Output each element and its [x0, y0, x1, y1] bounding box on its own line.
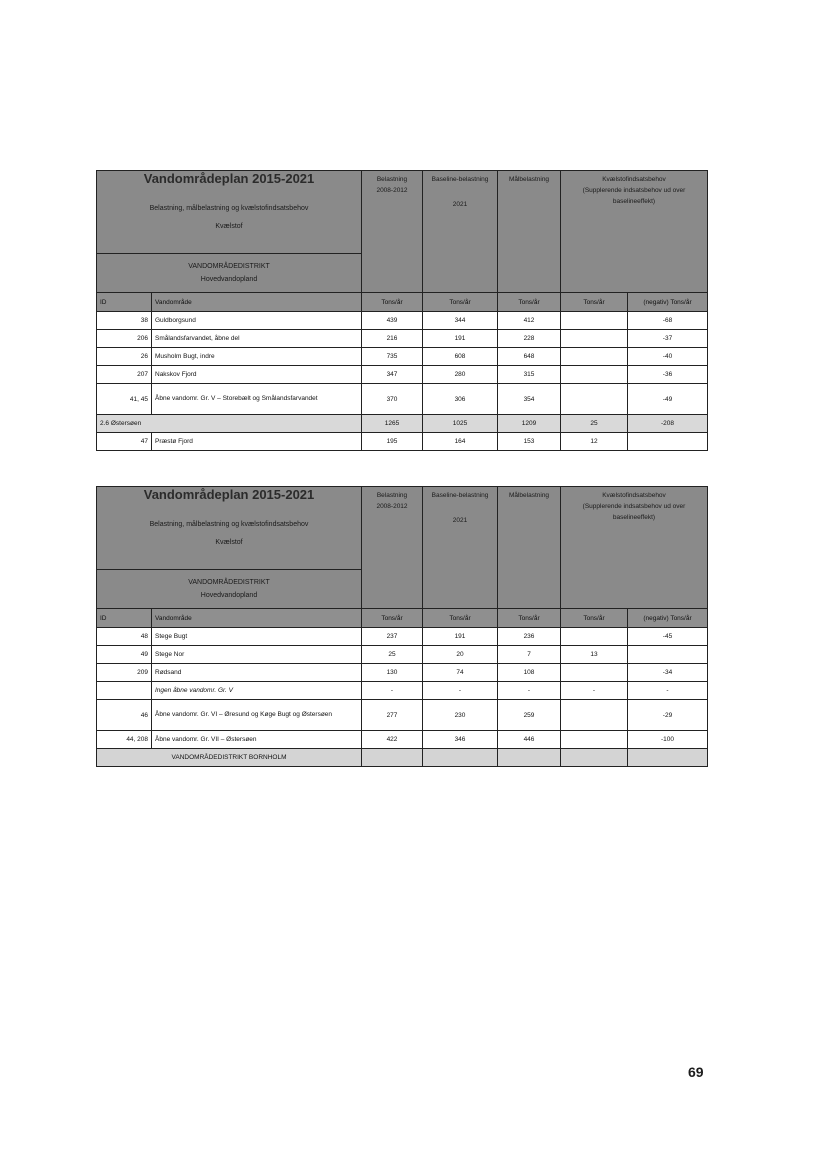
- nutrient-label: Kvælstof: [215, 223, 243, 230]
- table-subtitle: Belastning, målbelastning og kvælstofindsatsbehov: [149, 205, 309, 212]
- col-header-baseline: Baseline-belastning 2021: [423, 171, 498, 293]
- table-row: 46 Åbne vandomr. Gr. VI – Øresund og Køge Bugt og Østersøen 277 230 259 -29: [97, 700, 708, 731]
- table-row: 206 Smålandsfarvandet, åbne del 216 191 228 -37: [97, 330, 708, 348]
- nutrient-label: Kvælstof: [215, 539, 243, 546]
- table-title: Vandområdeplan 2015-2021: [143, 487, 315, 502]
- table-row: 209 Rødsand 130 74 108 -34: [97, 664, 708, 682]
- table-title-block: [97, 171, 362, 254]
- water-plan-table-2: [96, 486, 707, 767]
- table-row: 48 Stege Bugt 237 191 236 -45: [97, 628, 708, 646]
- page-number: 69: [688, 1064, 704, 1080]
- table-row: 44, 208 Åbne vandomr. Gr. VII – Østersøen 422 346 446 -100: [97, 731, 708, 749]
- table-row: 49 Stege Nor 25 20 7 13: [97, 646, 708, 664]
- col-header-load: Belastning 2008-2012: [362, 487, 423, 609]
- units-row: ID Vandområde Tons/år Tons/år Tons/år Tons/år (negativ) Tons/år: [97, 293, 708, 312]
- table-subtitle: Belastning, målbelastning og kvælstofindsatsbehov: [149, 521, 309, 528]
- table-row: 41, 45 Åbne vandomr. Gr. V – Storebælt og Smålandsfarvandet 370 306 354 -49: [97, 384, 708, 415]
- table-title-block: [97, 487, 362, 570]
- district-block: VANDOMRÅDEDISTRIKT Hovedvandopland: [97, 254, 362, 293]
- table-row: 47 Præstø Fjord 195 164 153 12: [97, 433, 708, 451]
- col-header-baseline: Baseline-belastning 2021: [423, 487, 498, 609]
- table-row: 207 Nakskov Fjord 347 280 315 -36: [97, 366, 708, 384]
- col-header-target: Målbelastning: [498, 171, 561, 293]
- table-row: 26 Musholm Bugt, indre 735 608 648 -40: [97, 348, 708, 366]
- table-title: Vandområdeplan 2015-2021: [143, 171, 315, 186]
- table-row: 38 Guldborgsund 439 344 412 -68: [97, 312, 708, 330]
- subtotal-row: 2.6 Østersøen 1265 1025 1209 25 -208: [97, 415, 708, 433]
- table-row: Ingen åbne vandomr. Gr. V - - - - -: [97, 682, 708, 700]
- col-header-target: Målbelastning: [498, 487, 561, 609]
- units-row: ID Vandområde Tons/år Tons/år Tons/år Tons/år (negativ) Tons/år: [97, 609, 708, 628]
- district-footer-row: VANDOMRÅDEDISTRIKT BORNHOLM: [97, 749, 708, 767]
- water-plan-table-1: [96, 170, 707, 451]
- district-block: VANDOMRÅDEDISTRIKT Hovedvandopland: [97, 570, 362, 609]
- col-header-load: Belastning 2008-2012: [362, 171, 423, 293]
- col-header-need: Kvælstofindsatsbehov (Supplerende indsatsbehov ud over baselineeffekt): [561, 171, 708, 293]
- col-header-need: Kvælstofindsatsbehov (Supplerende indsatsbehov ud over baselineeffekt): [561, 487, 708, 609]
